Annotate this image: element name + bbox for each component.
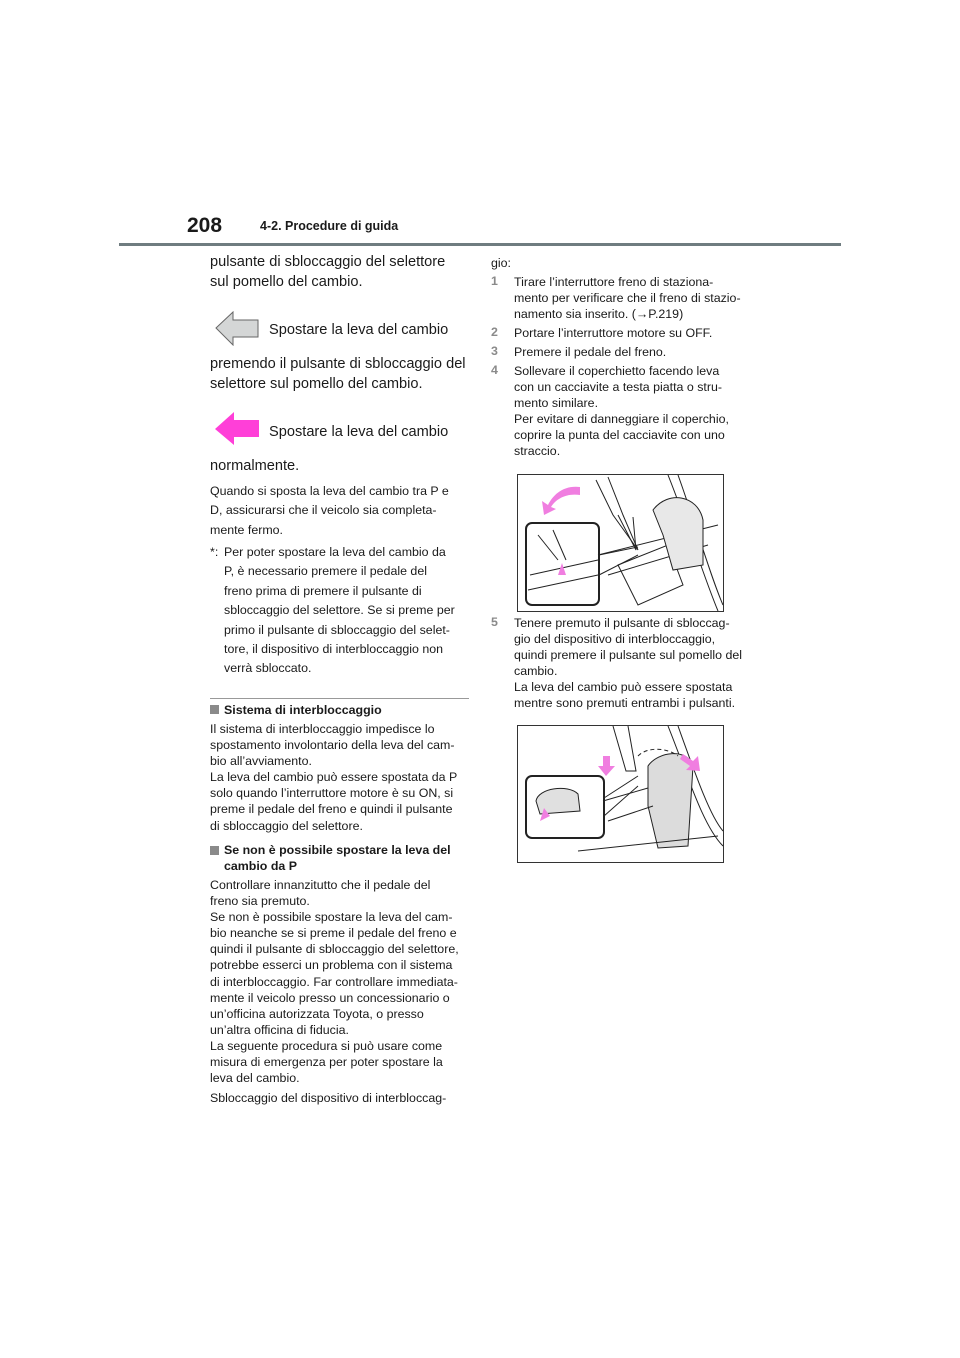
text-line: Tenere premuto il pulsante di sbloccag- [514, 616, 730, 630]
text-line: quindi premere il pulsante sul pomello del [514, 648, 742, 663]
text-line: Per poter spostare la leva del cambio da [224, 545, 446, 559]
text-line: Sollevare il coperchietto facendo leva [514, 364, 720, 378]
step-number: 2 [491, 325, 498, 339]
cannot-shift-text [210, 877, 459, 1086]
text-line: mente il veicolo presso un concessionario o [210, 990, 450, 1005]
square-bullet-icon [210, 705, 219, 714]
legend-gray-label: Spostare la leva del cambio [269, 322, 449, 338]
text-line: Premere il pedale del freno. [514, 345, 667, 359]
gray-arrow-icon [215, 311, 260, 346]
text-line: Se non è possibile spostare la leva del cam- [210, 910, 453, 925]
step-text [514, 344, 666, 360]
text-line: bio all’avviamento. [210, 754, 312, 769]
step-text [514, 325, 712, 341]
footnote-marker: *: [210, 545, 219, 559]
text-line: namento sia inserito. (→P.219) [514, 307, 684, 322]
release-intro: Sbloccaggio del dispositivo di interbloccag- [210, 1091, 447, 1105]
text-line: sbloccaggio del selettore. Se si preme per [224, 603, 455, 618]
section-title: 4-2. Procedure di guida [260, 219, 399, 233]
page-number: 208 [187, 214, 223, 237]
gray-description [210, 355, 466, 394]
text-line: quindi il pulsante di sbloccaggio del selettore, [210, 942, 459, 957]
step-number: 1 [491, 274, 498, 288]
text-line: mento per verificare che il freno di stazio- [514, 291, 741, 306]
divider [210, 698, 469, 699]
text-line: Il sistema di interbloccaggio impedisce lo [210, 722, 435, 736]
text-line: bio neanche se si preme il pedale del freno e [210, 926, 457, 941]
step-number: 5 [491, 615, 498, 629]
text-line: normalmente. [210, 458, 300, 474]
section-heading-interlock [210, 702, 382, 718]
header-rule [119, 243, 841, 246]
text-line: sul pomello del cambio. [210, 273, 363, 290]
text-line: cambio da P [224, 859, 297, 874]
illustration-lift-cover [517, 474, 724, 612]
pink-description [210, 457, 299, 477]
text-line: Per evitare di danneggiare il coperchio, [514, 412, 729, 427]
text-line: La seguente procedura si può usare come [210, 1038, 443, 1053]
text-line: pulsante di sbloccaggio del selettore [210, 254, 446, 270]
text-line: selettore sul pomello del cambio. [210, 375, 423, 392]
intro-text [210, 253, 445, 292]
legend-pink-label: Spostare la leva del cambio [269, 424, 449, 440]
text-line: un’officina autorizzata Toyota, o presso [210, 1006, 424, 1021]
text-line: preme il pedale del freno e quindi il pulsante [210, 802, 453, 817]
text-line: tore, il dispositivo di interbloccaggio non [224, 642, 444, 657]
release-intro-cont: gio: [491, 256, 511, 270]
caution-text [210, 482, 449, 540]
text-line: misura di emergenza per poter spostare la [210, 1055, 443, 1070]
text-line: verrà sbloccato. [224, 661, 312, 676]
footnote-text [224, 543, 455, 679]
text-line: solo quando l’interruttore motore è su ON, si [210, 786, 454, 801]
text-line: Quando si sposta la leva del cambio tra P e [210, 484, 449, 498]
text-line: con un cacciavite a testa piatta o stru- [514, 380, 722, 395]
text-line: mentre sono premuti entrambi i pulsanti. [514, 696, 736, 711]
interlock-text [210, 721, 457, 834]
text-line: freno prima di premere il pulsante di [224, 583, 422, 598]
text-line: mento similare. [514, 396, 599, 411]
text-line: Controllare innanzitutto che il pedale del [210, 878, 431, 892]
section-heading-cannot-shift [224, 842, 451, 874]
text-line: un’altra officina di fiducia. [210, 1022, 349, 1037]
text-line: straccio. [514, 444, 561, 459]
step-number: 4 [491, 363, 498, 377]
text-line: D, assicurarsi che il veicolo sia completa- [210, 503, 437, 518]
text-line: premendo il pulsante di sbloccaggio del [210, 356, 466, 372]
text-line: P, è necessario premere il pedale del [224, 564, 427, 579]
step-text [514, 615, 742, 712]
step-text [514, 274, 741, 322]
step-text [514, 363, 729, 460]
text-line: gio del dispositivo di interbloccaggio, [514, 632, 716, 647]
square-bullet-icon [210, 846, 219, 855]
text-line: coprire la punta del cacciavite con uno [514, 428, 725, 443]
text-line: potrebbe esserci un problema con il sistema [210, 958, 453, 973]
text-line: cambio. [514, 664, 558, 679]
text-line: primo il pulsante di sbloccaggio del selet- [224, 622, 450, 637]
text-line: Portare l’interruttore motore su OFF. [514, 326, 713, 340]
illustration-press-buttons [517, 725, 724, 863]
text-line: freno sia premuto. [210, 894, 310, 909]
step-number: 3 [491, 344, 498, 358]
text-line: leva del cambio. [210, 1071, 300, 1086]
pink-arrow-icon [215, 412, 260, 446]
text-line: La leva del cambio può essere spostata da P [210, 770, 458, 785]
text-line: Tirare l’interruttore freno di staziona- [514, 275, 714, 289]
text-line: spostamento involontario della leva del cam- [210, 738, 455, 753]
text-line: di sbloccaggio del selettore. [210, 818, 363, 833]
text-line: di interbloccaggio. Far controllare immediata- [210, 974, 458, 989]
heading-text: Sistema di interbloccaggio [224, 703, 382, 717]
text-line: Se non è possibile spostare la leva del [224, 843, 451, 857]
text-line: mente fermo. [210, 522, 283, 537]
text-line: La leva del cambio può essere spostata [514, 680, 733, 695]
